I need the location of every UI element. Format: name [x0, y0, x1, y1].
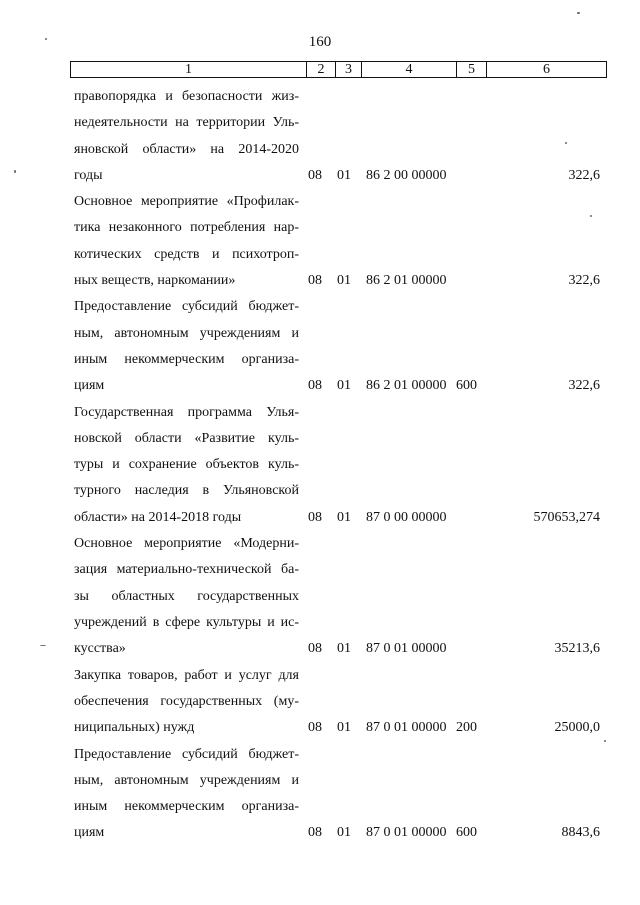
description-line: зы областных государственных: [74, 588, 299, 604]
description-line: тика незаконного потребления нар-: [74, 220, 299, 236]
description-line: правопорядка и безопасности жиз-: [74, 89, 299, 104]
scan-speck: [565, 142, 567, 144]
description-line: иным некоммерческим организа-: [74, 351, 299, 367]
description-line: ных веществ, наркомании»: [74, 273, 236, 289]
target-article-code: 86 2 01 00000: [366, 273, 447, 289]
section-code: 08: [308, 825, 322, 841]
target-article-code: 87 0 01 00000: [366, 641, 447, 657]
expense-type-code: 600: [456, 378, 477, 394]
header-col-5: 5: [457, 62, 487, 77]
scan-speck: [604, 740, 606, 742]
expense-type-code: 200: [456, 720, 477, 736]
target-article-code: 86 2 00 00000: [366, 167, 447, 183]
scan-speck: [590, 215, 592, 217]
target-article-code: 87 0 00 00000: [366, 509, 447, 525]
scan-speck: [40, 645, 46, 646]
subsection-code: 01: [337, 378, 351, 394]
description-line: недеятельности на территории Уль-: [74, 115, 299, 131]
amount: 322,6: [568, 273, 600, 289]
target-article-code: 87 0 01 00000: [366, 825, 447, 841]
description-line: Предоставление субсидий бюджет-: [74, 299, 299, 315]
description-line: области» на 2014-2018 годы: [74, 509, 242, 525]
subsection-code: 01: [337, 509, 351, 525]
scan-speck: [45, 38, 47, 40]
row-description: [74, 400, 299, 531]
header-col-6: 6: [543, 62, 550, 77]
row-description: [74, 294, 299, 399]
subsection-code: 01: [337, 167, 351, 183]
subsection-code: 01: [337, 641, 351, 657]
subsection-code: 01: [337, 273, 351, 289]
description-line: учреждений в сфере культуры и ис-: [74, 614, 299, 630]
subsection-code: 01: [337, 720, 351, 736]
description-line: Закупка товаров, работ и услуг для: [74, 667, 299, 683]
description-line: ниципальных) нужд: [74, 720, 195, 736]
description-line: циям: [74, 378, 105, 394]
row-description: [74, 84, 299, 189]
description-line: циям: [74, 825, 105, 841]
amount: 570653,274: [533, 509, 600, 525]
subsection-code: 01: [337, 825, 351, 841]
description-line: Государственная программа Улья-: [74, 404, 299, 420]
description-line: новской области «Развитие куль-: [74, 430, 299, 446]
table-header: [70, 61, 607, 78]
target-article-code: 87 0 01 00000: [366, 720, 447, 736]
amount: 322,6: [568, 167, 600, 183]
amount: 8843,6: [561, 825, 600, 841]
target-article-code: 86 2 01 00000: [366, 378, 447, 394]
section-code: 08: [308, 641, 322, 657]
scan-speck: [577, 12, 580, 14]
scan-speck: [14, 170, 16, 173]
section-code: 08: [308, 273, 322, 289]
section-code: 08: [308, 378, 322, 394]
description-line: ным, автономным учреждениям и: [74, 325, 299, 341]
header-col-4: 4: [362, 62, 457, 77]
row-description: [74, 663, 299, 742]
description-line: обеспечения государственных (му-: [74, 693, 299, 709]
description-line: туры и сохранение объектов куль-: [74, 457, 299, 473]
description-line: Основное мероприятие «Профилак-: [74, 194, 299, 210]
description-line: яновской области» на 2014-2020: [74, 141, 299, 157]
description-line: зация материально-технической ба-: [74, 562, 299, 578]
section-code: 08: [308, 167, 322, 183]
amount: 322,6: [568, 378, 600, 394]
section-code: 08: [308, 720, 322, 736]
header-col-2: 2: [307, 62, 336, 77]
description-line: котических средств и психотроп-: [74, 246, 299, 262]
description-line: кусства»: [74, 641, 126, 657]
row-description: [74, 531, 299, 662]
description-line: иным некоммерческим организа-: [74, 799, 299, 815]
section-code: 08: [308, 509, 322, 525]
row-description: [74, 742, 299, 847]
amount: 35213,6: [554, 641, 600, 657]
header-col-1: 1: [71, 62, 307, 77]
amount: 25000,0: [554, 720, 600, 736]
description-line: ным, автономным учреждениям и: [74, 772, 299, 788]
row-description: [74, 189, 299, 294]
header-col-3: 3: [336, 62, 362, 77]
expense-type-code: 600: [456, 825, 477, 841]
description-line: Основное мероприятие «Модерни-: [74, 536, 299, 552]
description-line: турного наследия в Ульяновской: [74, 483, 299, 499]
description-line: Предоставление субсидий бюджет-: [74, 746, 299, 762]
page-number: 160: [308, 34, 332, 50]
description-line: годы: [74, 167, 103, 183]
